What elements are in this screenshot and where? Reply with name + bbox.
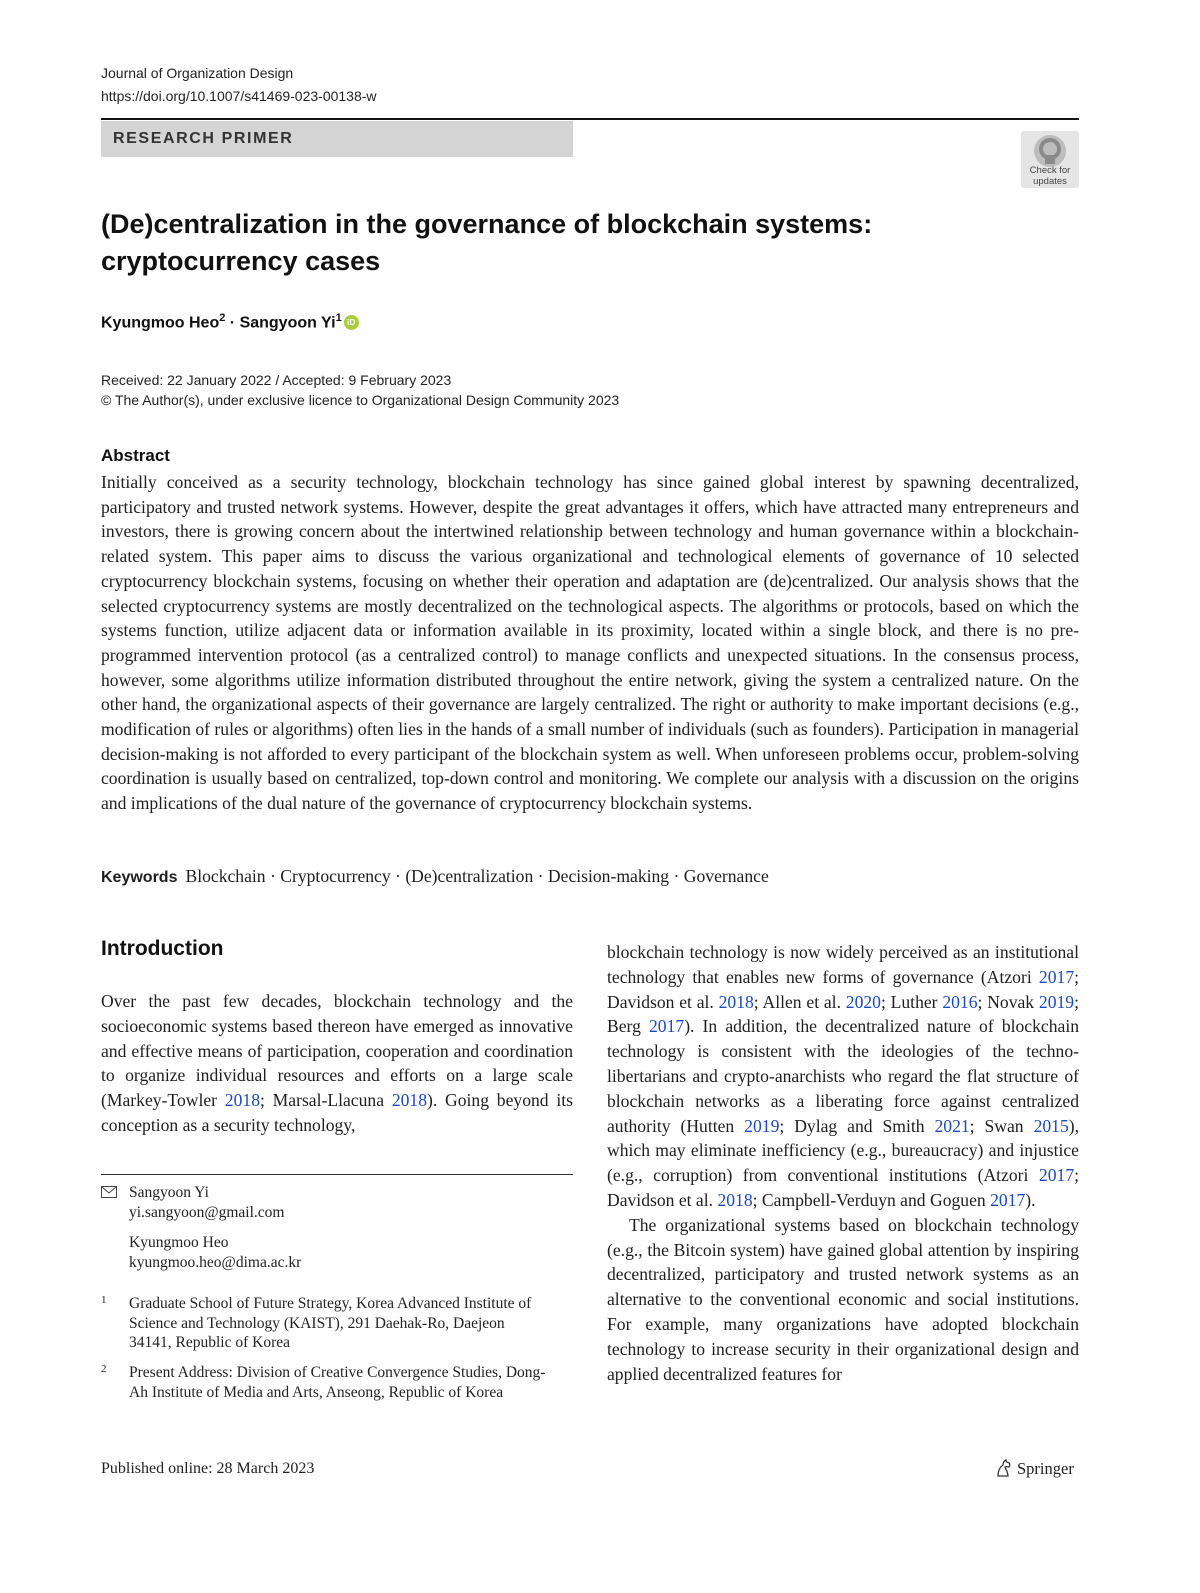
citation-link[interactable]: 2018 xyxy=(718,991,754,1012)
intro-paragraph xyxy=(607,1213,1079,1387)
body-text: ; Dylag and Smith xyxy=(779,1115,935,1136)
citation-link[interactable]: 2020 xyxy=(845,991,881,1012)
citation-link[interactable]: 2017 xyxy=(990,1189,1026,1210)
article-type-label: RESEARCH PRIMER xyxy=(113,130,294,147)
journal-name: Journal of Organization Design xyxy=(101,65,294,81)
body-text: ). xyxy=(1025,1189,1036,1210)
author-name[interactable]: Sangyoon Yi xyxy=(239,314,336,332)
title-line-2: cryptocurrency cases xyxy=(101,246,381,276)
footnote-rule xyxy=(101,1174,573,1175)
author-affil-sup: 1 xyxy=(335,312,342,324)
intro-paragraph xyxy=(607,940,1079,1213)
body-text: The organizational systems based on blockchain technology (e.g., the Bitcoin system) have gained global attention by inspiring decentralized, participatory and trusted network systems as an alternative to the conventional economic and social institutions. For example, many organizations have adopted blockchain technology to increase security in their organizational design and applied decentralized features for xyxy=(607,1214,1079,1384)
citation-link[interactable]: 2017 xyxy=(1038,966,1075,987)
body-text: ; Luther xyxy=(880,991,943,1012)
article-title xyxy=(101,206,1101,280)
intro-paragraph xyxy=(101,989,573,1138)
author-list xyxy=(101,312,359,332)
header-rule xyxy=(101,118,1079,120)
affiliation-text: Graduate School of Future Strategy, Korea Advanced Institute of Science and Technology (KAIST), 291 Daehak-Ro, Daejeon 34141, Republic of Korea xyxy=(129,1295,532,1351)
keywords-list: Blockchain · Cryptocurrency · (De)centralization · Decision-making · Governance xyxy=(185,866,769,886)
body-text: ; Campbell-Verduyn and Goguen xyxy=(752,1189,991,1210)
body-text: ; Swan xyxy=(969,1115,1034,1136)
springer-wordmark: Springer xyxy=(1017,1459,1074,1478)
abstract-text: Initially conceived as a security technology, blockchain technology has since gained global interest by spawning decentralized, participatory and trusted network systems. However, despite the great advantages it offers, which have attracted many entrepreneurs and investors, there is growing concern about the intertwined relationship between technology and human governance within a blockchain-related system. This paper aims to discuss the various organizational and technological elements of governance of 10 selected cryptocurrency blockchain systems, focusing on whether their operation and adaptation are (de)centralized. Our analysis shows that the selected cryptocurrency systems are mostly decentralized on the technological aspects. The algorithms or protocols, based on which the systems function, utilize adjacent data or information available in its proximity, located within a single block, and there is no pre-programmed intervention protocol (as a centralized control) to manage conflicts and unexpected situations. In the consensus process, however, some algorithms utilize information distributed throughout the entire network, giving the system a centralized nature. On the other hand, the organizational aspects of their governance are largely centralized. The right or authority to make important decisions (e.g., modification of rules or algorithms) often lies in the hands of a small number of individuals (such as founders). Participation in managerial decision-making is not afforded to every participant of the blockchain system as well. When unforeseen problems occur, problem-solving coordination is usually based on centralized, top-down control and monitoring. We complete our analysis with a discussion on the origins and implications of the dual nature of the governance of cryptocurrency blockchain systems. xyxy=(101,472,1079,814)
body-text: ; Berg xyxy=(607,991,1079,1037)
citation-link[interactable]: 2019 xyxy=(744,1115,780,1136)
body-text: ; Davidson et al. xyxy=(607,1165,1079,1210)
citation-link[interactable]: 2018 xyxy=(391,1090,427,1111)
citation-link[interactable]: 2017 xyxy=(1038,1165,1075,1186)
check-for-updates-icon xyxy=(1034,135,1066,167)
contact-email[interactable]: kyungmoo.heo@dima.ac.kr xyxy=(129,1254,302,1271)
check-for-updates-line1: Check for xyxy=(1029,165,1071,176)
citation-link[interactable]: 2021 xyxy=(934,1115,970,1136)
title-line-1: (De)centralization in the governance of blockchain systems: xyxy=(101,209,873,239)
body-text: blockchain technology is now widely perceived as an institutional technology that enables new forms of governance (Atzori xyxy=(607,942,1079,987)
body-text: ). In addition, the decentralized nature of blockchain technology is consistent with the ideologies of the techno-libertarians and crypto-anarchists who regard the flat structure of blockchain networks as a liberating force against centralized authority (Hutten xyxy=(607,1016,1080,1136)
contact-name: Kyungmoo Heo xyxy=(129,1234,229,1251)
copyright-notice: © The Author(s), under exclusive licence to Organizational Design Community 2023 xyxy=(101,392,620,408)
introduction-heading: Introduction xyxy=(101,937,224,960)
article-dates xyxy=(101,370,619,410)
citation-link[interactable]: 2016 xyxy=(942,991,978,1012)
body-text: ; Novak xyxy=(977,991,1039,1012)
check-for-updates-line2: updates xyxy=(1033,176,1067,187)
citation-link[interactable]: 2018 xyxy=(224,1090,260,1111)
author-name[interactable]: Kyungmoo Heo xyxy=(101,314,220,332)
body-text: Over the past few decades, blockchain technology and the socioeconomic systems based thereon have emerged as innovative and effective means of participation, cooperation and coordination to organize individual resources and efforts on a large scale (Markey-Towler xyxy=(101,991,573,1111)
springer-horse-icon xyxy=(994,1458,1014,1478)
envelope-icon xyxy=(101,1186,117,1198)
affiliation-number: 2 xyxy=(101,1363,107,1375)
body-text: ; Allen et al. xyxy=(753,991,846,1012)
abstract-heading: Abstract xyxy=(101,446,170,465)
article-type-band xyxy=(101,121,573,157)
journal-header xyxy=(101,62,377,108)
author-affil-sup: 2 xyxy=(219,312,226,324)
contact-block xyxy=(101,1183,573,1283)
author-separator: · xyxy=(225,314,240,332)
affiliation-number: 1 xyxy=(101,1294,107,1306)
citation-link[interactable]: 2018 xyxy=(717,1189,753,1210)
check-for-updates-badge[interactable] xyxy=(1021,131,1079,188)
citation-link[interactable]: 2015 xyxy=(1033,1115,1069,1136)
contact-email[interactable]: yi.sangyoon@gmail.com xyxy=(129,1204,285,1221)
springer-logo[interactable] xyxy=(994,1458,1074,1479)
body-text: ). Going beyond its conception as a security technology, xyxy=(101,1090,573,1135)
body-text: ; Davidson et al. xyxy=(607,966,1079,1012)
intro-right-column xyxy=(607,940,1079,1386)
affiliation-2 xyxy=(101,1363,573,1423)
affiliation-1 xyxy=(101,1294,573,1354)
contact-name: Sangyoon Yi xyxy=(129,1184,209,1201)
body-text: ; Marsal-Llacuna xyxy=(259,1090,392,1111)
citation-link[interactable]: 2017 xyxy=(649,1016,685,1037)
keywords-line xyxy=(101,866,769,887)
affiliation-text: Present Address: Division of Creative Convergence Studies, Dong-Ah Institute of Media and Arts, Anseong, Republic of Korea xyxy=(129,1364,546,1401)
doi-link[interactable]: https://doi.org/10.1007/s41469-023-00138-w xyxy=(101,88,377,104)
received-accepted: Received: 22 January 2022 / Accepted: 9 February 2023 xyxy=(101,372,452,388)
body-text: ), which may eliminate inefficiency (e.g., bureaucracy) and injustice (e.g., corruption) from conventional institutions (Atzori xyxy=(607,1115,1080,1186)
orcid-icon[interactable]: iD xyxy=(344,315,359,330)
keywords-label: Keywords xyxy=(101,869,178,886)
published-online: Published online: 28 March 2023 xyxy=(101,1460,315,1477)
citation-link[interactable]: 2019 xyxy=(1038,991,1075,1012)
intro-left-column xyxy=(101,989,573,1138)
